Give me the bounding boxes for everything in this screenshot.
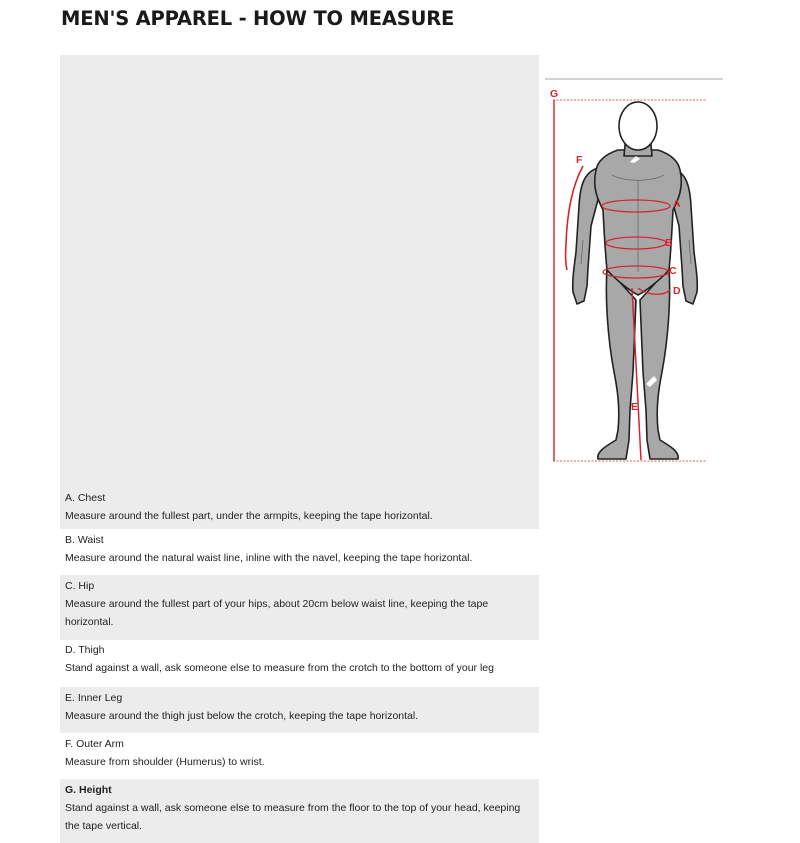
measurement-name: F. Outer Arm (65, 738, 124, 750)
measurement-row-hip (60, 575, 539, 640)
measurement-description: Measure around the fullest part of your hips, about 20cm below waist line, keeping the tape horizontal. (65, 598, 489, 628)
measurement-name: G. Height (65, 784, 112, 796)
measurement-row-thigh (60, 640, 539, 687)
measurement-description: Measure around the fullest part, under the armpits, keeping the tape horizontal. (65, 510, 433, 522)
diagram-label-b: B (665, 237, 673, 249)
size-chart-panel (60, 55, 539, 487)
diagram-label-g: G (550, 88, 559, 100)
diagram-label-a: A (673, 198, 681, 210)
diagram-label-c: C (669, 265, 677, 277)
measurement-row-outer-arm (60, 733, 539, 779)
measurement-description: Measure around the natural waist line, inline with the navel, keeping the tape horizontal. (65, 552, 473, 564)
measurement-row-chest (60, 487, 539, 529)
measurement-description: Stand against a wall, ask someone else to measure from the floor to the top of your head, keeping the tape vertical. (65, 802, 521, 832)
diagram-label-e: E (631, 401, 639, 413)
measurement-name: C. Hip (65, 580, 95, 592)
measurement-name: A. Chest (65, 492, 106, 504)
measurement-description: Measure from shoulder (Humerus) to wrist. (65, 756, 265, 768)
measurement-row-height (60, 779, 539, 843)
body-measurement-diagram (543, 75, 725, 467)
measurement-row-inner-leg (60, 687, 539, 733)
measurement-description: Measure around the thigh just below the crotch, keeping the tape horizontal. (65, 710, 419, 722)
measurement-row-waist (60, 529, 539, 575)
measurement-name: E. Inner Leg (65, 692, 123, 704)
diagram-label-f: F (576, 154, 583, 166)
measurement-list (60, 487, 539, 843)
page-title: MEN'S APPAREL - HOW TO MEASURE (61, 7, 455, 30)
measurement-description: Stand against a wall, ask someone else to measure from the crotch to the bottom of your leg (65, 662, 494, 674)
diagram-label-d: D (673, 285, 681, 297)
measurement-name: B. Waist (65, 534, 104, 546)
measurement-name: D. Thigh (65, 644, 105, 656)
